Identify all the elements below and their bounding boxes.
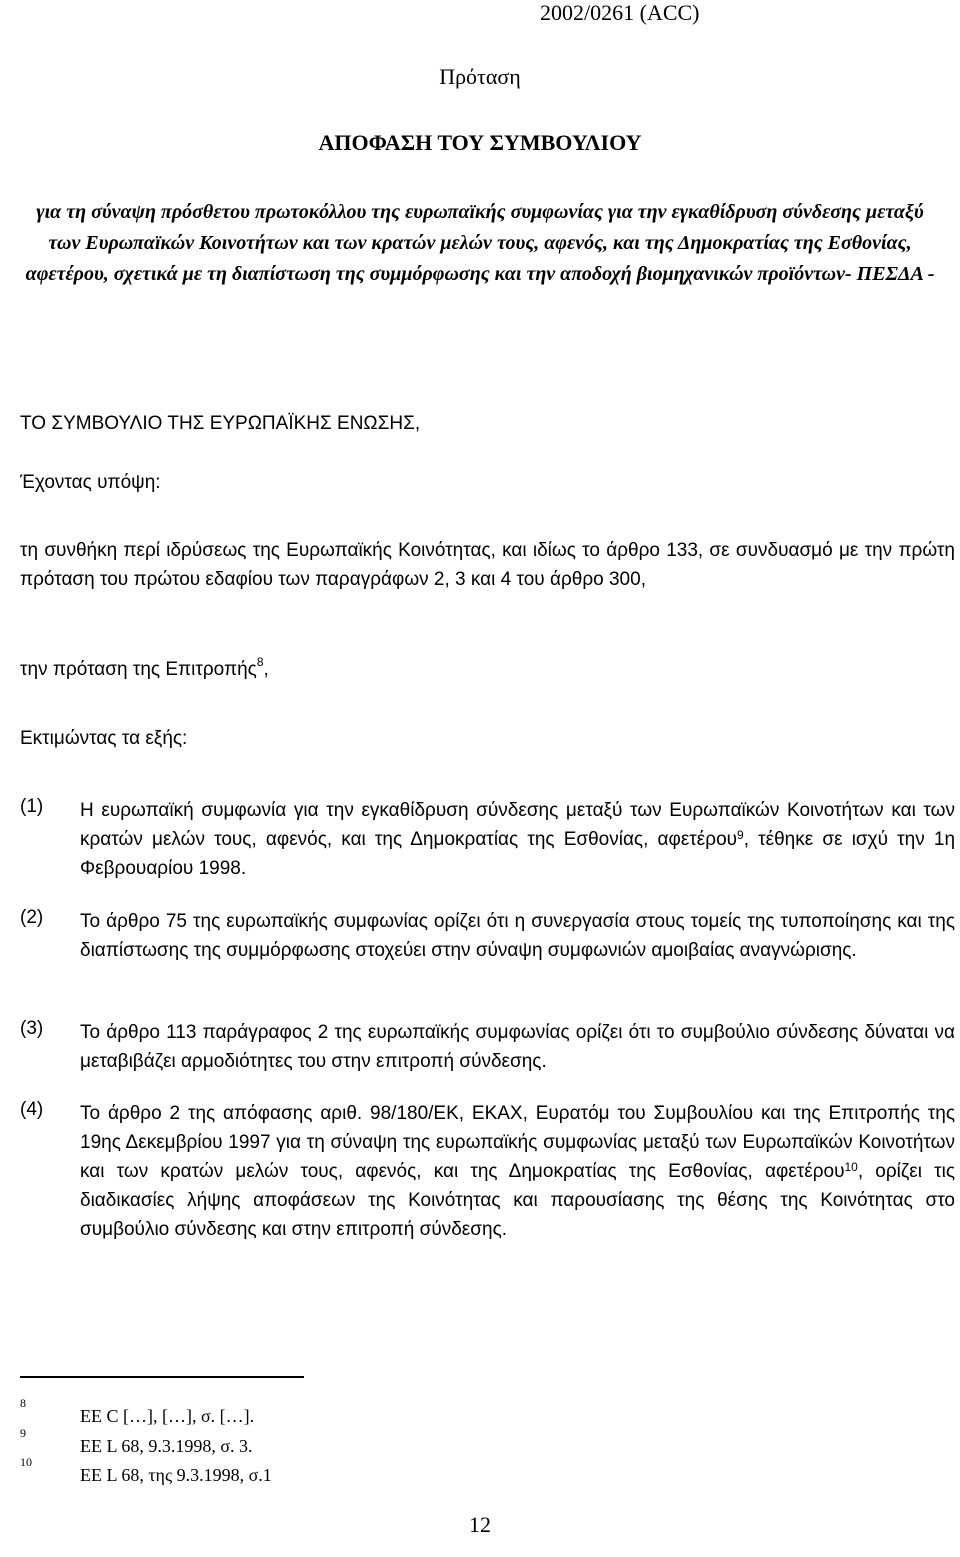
- footnote-number: 9: [20, 1426, 26, 1440]
- proposal-label: Πρόταση: [439, 64, 521, 89]
- recital-4: [20, 1099, 955, 1244]
- recital-text-main: Το άρθρο 2 της απόφασης αριθ. 98/180/ΕΚ, ΕΚΑΧ, Ευρατόμ του Συμβουλίου και της Επιτροπής της 19ης Δεκεμβρίου 1997 για τη σύναψη της ευρωπαϊκής συμφωνίας μεταξύ των Ευρωπαϊκών Κοινοτήτων και των κρατών μελών τους, αφενός, και της Δημοκρατίας της Εσθονίας, αφετέρου: [80, 1103, 955, 1182]
- footnote-text: ΕΕ C […], […], σ. […].: [80, 1406, 255, 1426]
- recital-number: (1): [20, 796, 44, 817]
- commission-proposal: [20, 655, 269, 681]
- whereas-label: Εκτιμώντας τα εξής:: [20, 728, 188, 749]
- recital-text: [80, 796, 955, 883]
- recital-3: [20, 1018, 955, 1076]
- footnote-8: [20, 1396, 620, 1427]
- recital-text-tail: , τέθηκε σε ισχύ την 1η Φεβρουαρίου 1998.: [80, 829, 956, 879]
- recital-number: (3): [20, 1018, 44, 1039]
- commission-text: την πρόταση της Επιτροπής: [20, 659, 257, 680]
- footnote-number: 10: [20, 1455, 32, 1469]
- footnote-number: 8: [20, 1396, 26, 1410]
- having-regard-label: Έχοντας υπόψη:: [20, 472, 161, 493]
- recital-2: [20, 907, 955, 965]
- treaty-reference: τη συνθήκη περί ιδρύσεως της Ευρωπαϊκής Κοινότητας, και ιδίως το άρθρο 133, σε συνδυασμό με την πρώτη πρόταση του πρώτου εδαφίου των παραγράφων 2, 3 και 4 του άρθρο 300,: [20, 540, 955, 590]
- footnote-separator: [20, 1376, 304, 1378]
- footnote-10: [20, 1455, 620, 1486]
- footnote-9: [20, 1426, 620, 1457]
- recital-number: (2): [20, 907, 44, 928]
- recital-text: Το άρθρο 113 παράγραφος 2 της ευρωπαϊκής συμφωνίας ορίζει ότι το συμβούλιο σύνδεσης δύναται να μεταβιβάζει αρμοδιότητες του στην επιτροπή σύνδεσης.: [80, 1022, 955, 1072]
- document-reference: 2002/0261 (ACC): [540, 0, 700, 25]
- footnote-text: ΕΕ L 68, 9.3.1998, σ. 3.: [80, 1436, 253, 1456]
- recital-number: (4): [20, 1099, 44, 1120]
- recital-text: [80, 1099, 955, 1244]
- footnote-text: ΕΕ L 68, της 9.3.1998, σ.1: [80, 1465, 272, 1485]
- recital-text-main: Η ευρωπαϊκή συμφωνία για την εγκαθίδρυση σύνδεσης μεταξύ των Ευρωπαϊκών Κοινοτήτων και των κρατών μελών τους, αφενός, και της Δημοκρατίας της Εσθονίας, αφετέρου: [80, 800, 955, 850]
- recital-text-tail: , ορίζει τις διαδικασίες λήψης αποφάσεων της Κοινότητας και παρουσίασης της θέσης της Κοινότητας στο συμβούλιο σύνδεσης και στην επιτροπή σύνδεσης.: [80, 1161, 955, 1240]
- decision-subtitle: για τη σύναψη πρόσθετου πρωτοκόλλου της ευρωπαϊκής συμφωνίας για την εγκαθίδρυση σύνδεσης μεταξύ των Ευρωπαϊκών Κοινοτήτων και των κρατών μελών τους, αφενός, και της Δημοκρατίας της Εσθονίας, αφετέρου, σχετικά με τη διαπίστωση της συμμόρφωσης και την αποδοχή βιομηχανικών προϊόντων- ΠΕΣΔΑ -: [25, 201, 935, 285]
- recital-text: Το άρθρο 75 της ευρωπαϊκής συμφωνίας ορίζει ότι η συνεργασία στους τομείς της τυποποίησης και της διαπίστωσης της συμμόρφωσης στοχεύει στην σύναψη συμφωνιών αμοιβαίας αναγνώρισης.: [80, 911, 955, 961]
- decision-title: ΑΠΟΦΑΣΗ ΤΟΥ ΣΥΜΒΟΥΛΙΟΥ: [318, 130, 642, 155]
- footnote-marker: 10: [844, 1160, 858, 1174]
- council-heading: ΤΟ ΣΥΜΒΟΥΛΙΟ ΤΗΣ ΕΥΡΩΠΑΪΚΗΣ ΕΝΩΣΗΣ,: [20, 413, 421, 434]
- commission-end: ,: [263, 659, 269, 680]
- page-number: 12: [469, 1512, 491, 1537]
- footnote-marker: 8: [256, 655, 264, 669]
- footnote-marker: 9: [737, 828, 744, 842]
- recital-1: [20, 796, 955, 883]
